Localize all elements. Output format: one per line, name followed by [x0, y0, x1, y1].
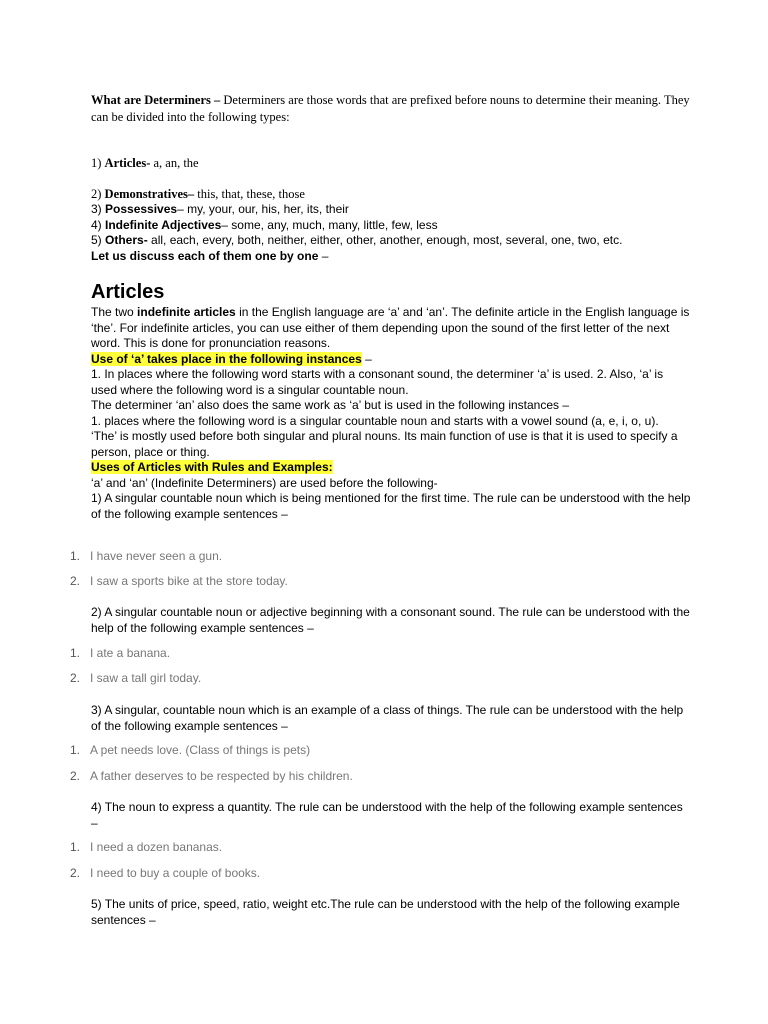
- discuss-dash: –: [318, 248, 329, 263]
- an-point: 1. places where the following word is a singular countable noun and starts with a vowel sound (a, e, i, o, u).: [91, 413, 659, 428]
- type-articles: [91, 155, 691, 172]
- list-text: A father deserves to be respected by his children.: [90, 769, 353, 783]
- type-number: 3): [91, 202, 102, 216]
- use-a-heading-line: [91, 352, 691, 368]
- rule-4-text: 4) The noun to express a quantity. The rule can be understood with the help of the following example sentences –: [91, 800, 683, 830]
- articles-body: [91, 305, 691, 522]
- type-label: Possessives: [105, 202, 178, 216]
- uses-intro: ‘a’ and ‘an’ (Indefinite Determiners) are used before the following-: [91, 475, 438, 490]
- rule-5-text: 5) The units of price, speed, ratio, weight etc.The rule can be understood with the help of the following example sentences –: [91, 897, 680, 927]
- discuss-text: Let us discuss each of them one by one: [91, 248, 319, 263]
- type-number: 4): [91, 217, 102, 232]
- articles-heading: Articles: [91, 281, 165, 303]
- type-number: 2): [91, 187, 102, 201]
- articles-para-bold: indefinite articles: [137, 305, 236, 319]
- type-possessives: [91, 202, 691, 218]
- list-number: 2.: [69, 866, 80, 880]
- type-text: this, that, these, those: [194, 187, 305, 201]
- use-a-dash: –: [361, 351, 372, 366]
- use-a-text: 1. In places where the following word starts with a consonant sound, the determiner ‘a’ is used. 2. Also, ‘a’ is used where the following word is a singular countable noun.: [91, 367, 664, 397]
- type-text: – some, any, much, many, little, few, less: [221, 217, 438, 232]
- type-demonstratives: [91, 186, 691, 203]
- list-number: 1.: [69, 743, 80, 757]
- type-label: Articles-: [104, 156, 151, 170]
- list-text: I ate a banana.: [90, 646, 171, 660]
- list-number: 1.: [69, 549, 80, 563]
- uses-heading-line: [91, 460, 691, 476]
- list-text: A pet needs love. (Class of things is pets): [90, 743, 311, 757]
- an-text: The determiner ‘an’ also does the same work as ‘a’ but is used in the following instances –: [91, 398, 570, 412]
- articles-paragraph: [91, 305, 691, 352]
- the-text: ‘The’ is mostly used before both singular and plural nouns. Its main function of use is that it is used to specify a person, place or thing.: [91, 429, 678, 459]
- list-text: I saw a sports bike at the store today.: [90, 574, 288, 588]
- type-label: Others-: [105, 233, 148, 247]
- list-number: 1.: [69, 646, 80, 660]
- rule-1-text: 1) A singular countable noun which is being mentioned for the first time. The rule can be understood with the help of the following example sentences –: [91, 491, 691, 521]
- list-number: 2.: [69, 769, 80, 783]
- rule-3-text: 3) A singular, countable noun which is an example of a class of things. The rule can be understood with the help of the following example sentences –: [91, 703, 684, 733]
- rule-2-text: 2) A singular countable noun or adjective beginning with a consonant sound. The rule can be understood with the help of the following example sentences –: [91, 605, 690, 635]
- uses-heading: Uses of Articles with Rules and Examples:: [91, 460, 333, 474]
- articles-para-pre: The two: [91, 305, 138, 319]
- type-label: Indefinite Adjectives: [105, 217, 222, 232]
- list-text: I saw a tall girl today.: [90, 671, 202, 685]
- list-text: I have never seen a gun.: [90, 549, 223, 563]
- list-number: 1.: [69, 840, 80, 854]
- articles-para-post: in the English language are ‘a’ and ‘an’. The definite article in the English language is ‘the’. For indefinite articles, you can use either of them depending upon the sound of the first letter of the next word. This is done for pronunciation reasons.: [91, 305, 690, 350]
- intro-paragraph: [91, 92, 691, 126]
- list-text: I need to buy a couple of books.: [90, 866, 261, 880]
- type-number: 1): [91, 156, 102, 170]
- type-text: a, an, the: [150, 156, 199, 170]
- intro-text: Determiners are those words that are prefixed before nouns to determine their meaning. They can be divided into the following types:: [91, 93, 690, 124]
- type-indefinite-adjectives: [91, 218, 691, 234]
- type-text: all, each, every, both, neither, either, other, another, enough, most, several, one, two, etc.: [147, 233, 623, 247]
- type-text: – my, your, our, his, her, its, their: [177, 202, 349, 216]
- list-number: 2.: [69, 671, 80, 685]
- list-number: 2.: [69, 574, 80, 588]
- types-list-sans: [91, 202, 691, 264]
- list-text: I need a dozen bananas.: [90, 840, 223, 854]
- use-a-heading: Use of ‘a’ takes place in the following instances: [91, 351, 362, 366]
- intro-title: What are Determiners –: [91, 93, 221, 107]
- type-label: Demonstratives–: [104, 187, 195, 201]
- discuss-line: [91, 249, 691, 265]
- type-others: [91, 233, 691, 249]
- type-number: 5): [91, 233, 102, 247]
